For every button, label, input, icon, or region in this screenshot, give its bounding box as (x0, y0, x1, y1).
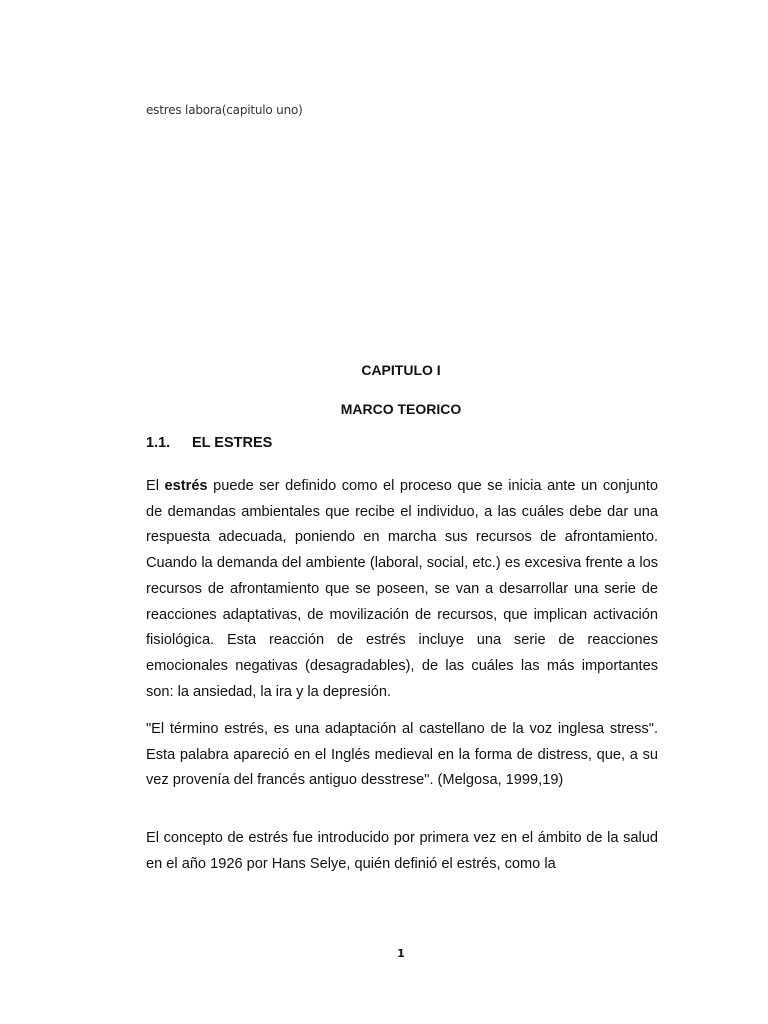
paragraph-definition (146, 474, 658, 705)
chapter-subtitle: MARCO TEORICO (340, 401, 462, 417)
paragraph-history: El concepto de estrés fue introducido por primera vez en el ámbito de la salud en el año 1926 por Hans Selye, quién definió el estrés, como la (146, 830, 658, 872)
paragraph-rest: puede ser definido como el proceso que se inicia ante un conjunto de demandas ambientales que recibe el individuo, a las cuáles debe dar una respuesta adecuada, poniendo en marcha sus recursos de afrontamiento. Cuando la demanda del ambiente (laboral, social, etc.) es excesiva frente a los recursos de afrontamiento que se poseen, se van a desarrollar una serie de reacciones adaptativas, de movilización de recursos, que implican activación fisiológica. Esta reacción de estrés incluye una serie de reacciones emocionales negativas (desagradables), de las cuáles las más importantes son: la ansiedad, la ira y la depresión. (146, 478, 659, 700)
paragraph-lead: El (146, 478, 165, 494)
document-header-title: estres labora(capitulo uno) (146, 103, 303, 117)
section-heading (146, 435, 272, 451)
bold-term: estrés (164, 478, 208, 494)
paragraph-quote: "El término estrés, es una adaptación al castellano de la voz inglesa stress". Esta palabra apareció en el Inglés medieval en la forma de distress, que, a su vez provenía del francés antiguo desstrese". (Melgosa, 1999,19) (146, 721, 658, 789)
section-title: EL ESTRES (192, 435, 273, 451)
chapter-title: CAPITULO I (361, 362, 441, 378)
page-number: 1 (397, 947, 405, 960)
section-number: 1.1. (146, 435, 171, 451)
